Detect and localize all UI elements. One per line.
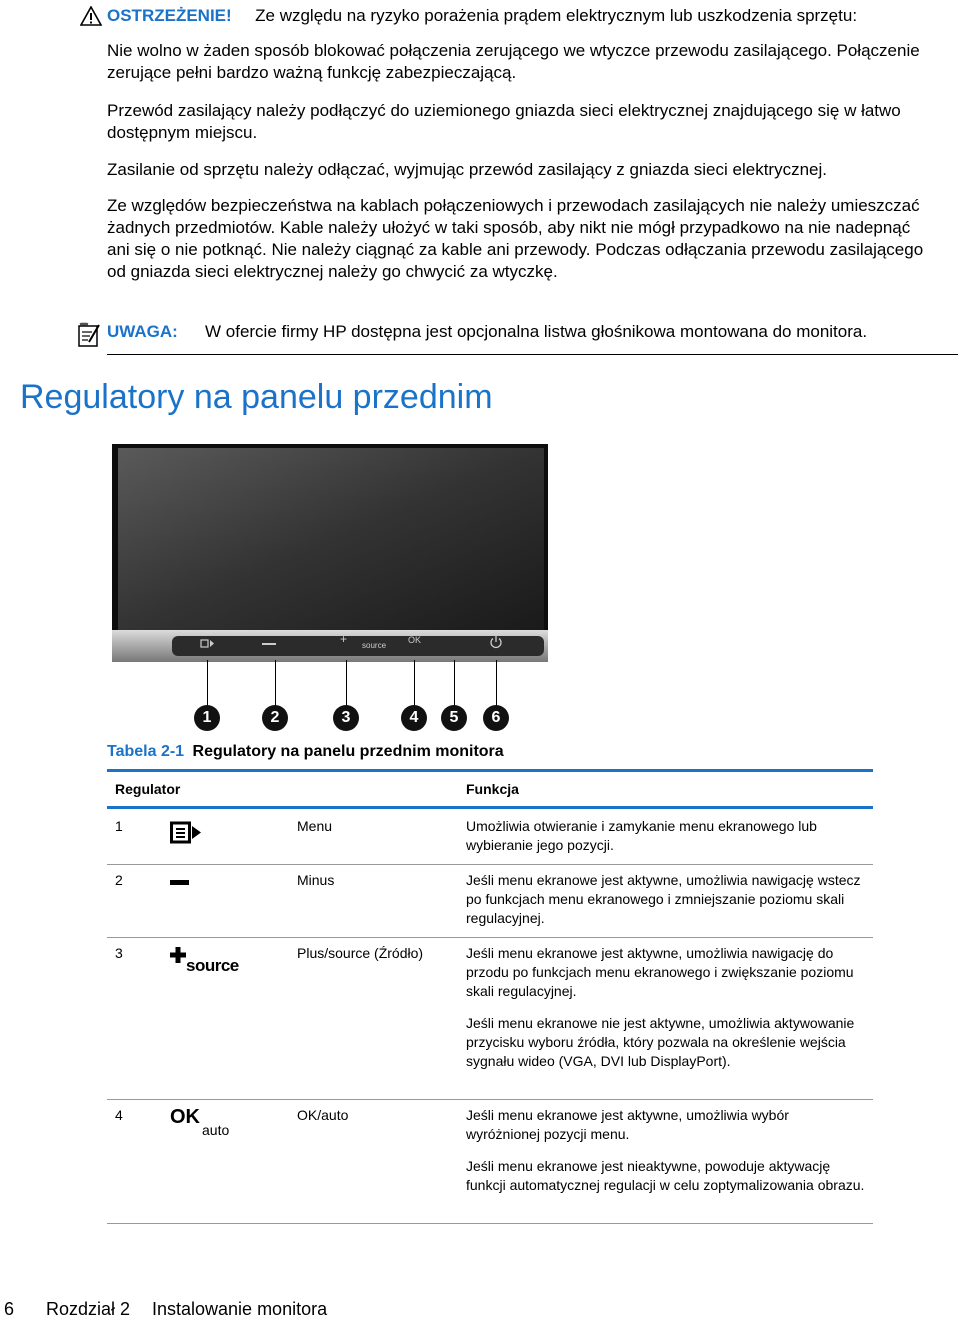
warning-paragraph-4: Ze względów bezpieczeństwa na kablach połączeniowych i przewodach zasilających nie należy umieszczać żadnych przedmiotów. Kable należy ułożyć w taki sposób, aby nikt nie mógł przypadkowo na nie nadepnąć ani się o nie potknąć. Nie należy ciągnąć za kable ani przewody. Podczas odłączania przewodu zasilającego od gniazda sieci elektrycznej należy go chwycić za wtyczkę.: [107, 196, 924, 281]
note-icon: [77, 322, 103, 348]
table-row-2-func: Jeśli menu ekranowe jest aktywne, umożliwia nawigację wstecz po funkcjach menu ekranowego i zmniejszanie poziomu skali regulacyjnej.: [466, 872, 861, 926]
table-row-4-num: 4: [115, 1107, 123, 1123]
note-text: W ofercie firmy HP dostępna jest opcjonalna listwa głośnikowa montowana do monitora.: [205, 322, 868, 341]
table-row-2-divider: [107, 937, 873, 938]
table-row-1-func: Umożliwia otwieranie i zamykanie menu ekranowego lub wybieranie jego pozycji.: [466, 818, 817, 853]
table-row-3-func-2: Jeśli menu ekranowe nie jest aktywne, umożliwia aktywowanie przycisku wyboru źródła, który pozwala na określenie wejścia sygnału wideo (VGA, DVI lub DisplayPort).: [466, 1015, 855, 1069]
bezel-plus-button: +: [340, 632, 348, 646]
bezel-source-label: source: [362, 641, 387, 650]
minus-icon: [170, 880, 189, 885]
table-row-1-num: 1: [115, 818, 123, 834]
table-caption: [107, 743, 504, 761]
callout-line-5: [454, 660, 455, 706]
ok-auto-icon: [170, 1106, 240, 1140]
table-row-2-num: 2: [115, 872, 123, 888]
warning-paragraph-1: Nie wolno w żaden sposób blokować połączenia zerującego we wtyczce przewodu zasilającego. Połączenie zerujące pełni bardzo ważną funkcję zabezpieczającą.: [107, 41, 920, 82]
page-number: 6: [4, 1299, 15, 1319]
menu-icon: [170, 820, 202, 846]
table-caption-label: Tabela 2-1: [107, 743, 185, 760]
table-row-1-divider: [107, 864, 873, 865]
section-title: Regulatory na panelu przednim: [20, 378, 493, 416]
bezel-power-icon: [489, 635, 503, 649]
note-line: [107, 322, 178, 342]
callout-line-2: [275, 660, 276, 706]
ok-auto-icon-auto: auto: [202, 1122, 230, 1138]
callout-2: 2: [262, 705, 288, 731]
callout-4: 4: [401, 705, 427, 731]
warning-intro: Ze względu na ryzyko porażenia prądem elektrycznym lub uszkodzenia sprzętu:: [255, 6, 858, 25]
warning-header: [107, 6, 857, 26]
callout-line-3: [346, 660, 347, 706]
table-caption-text: Regulatory na panelu przednim monitora: [192, 743, 504, 760]
footer-chapter: Rozdział 2: [46, 1299, 131, 1319]
monitor-front-figure: [110, 440, 550, 740]
callout-1: 1: [194, 705, 220, 731]
warning-icon: [80, 6, 102, 26]
table-bottom-rule: [107, 1223, 873, 1224]
footer-chapter-title: Instalowanie monitora: [152, 1299, 328, 1319]
table-row-1-name: Menu: [297, 818, 333, 834]
callout-line-4: [414, 660, 415, 706]
table-header-funkcja: Funkcja: [466, 781, 519, 797]
bezel-menu-button: [192, 637, 222, 651]
table-row-3-num: 3: [115, 945, 123, 961]
table-row-3-name: Plus/source (Źródło): [297, 945, 424, 961]
bezel-minus-button: [262, 643, 276, 645]
note-label: UWAGA:: [107, 322, 178, 341]
table-row-2-name: Minus: [297, 872, 335, 888]
warning-paragraph-2: Przewód zasilający należy podłączyć do uziemionego gniazda sieci elektrycznej znajdującego się w łatwo dostępnym miejscu.: [107, 101, 901, 142]
table-row-4-name: OK/auto: [297, 1107, 349, 1123]
table-header-rule: [107, 806, 873, 809]
table-header-regulator: Regulator: [115, 781, 181, 797]
callout-line-1: [207, 660, 208, 706]
table-row-4-func-2: Jeśli menu ekranowe jest nieaktywne, powoduje aktywację funkcji automatycznej regulacji w celu zoptymalizowania obrazu.: [466, 1158, 865, 1193]
ok-auto-icon-ok: OK: [170, 1106, 200, 1128]
callout-line-6: [496, 660, 497, 706]
plus-source-icon: [168, 945, 242, 975]
table-row-4-func-1: Jeśli menu ekranowe jest aktywne, umożliwia wybór wyróżnionej pozycji menu.: [466, 1107, 789, 1142]
table-row-3-divider: [107, 1099, 873, 1100]
table-row-3-func-1: Jeśli menu ekranowe jest aktywne, umożliwia nawigację do przodu po funkcjach menu ekranowego i zwiększanie poziomu skali regulacyjnej.: [466, 945, 854, 999]
warning-label: OSTRZEŻENIE!: [107, 6, 232, 25]
callout-5: 5: [441, 705, 467, 731]
note-divider: [107, 354, 958, 355]
callout-6: 6: [483, 705, 509, 731]
bezel-ok-button: OK: [408, 635, 422, 645]
callout-3: 3: [333, 705, 359, 731]
warning-paragraph-3: Zasilanie od sprzętu należy odłączać, wyjmując przewód zasilający z gniazda sieci elektrycznej.: [107, 160, 827, 179]
plus-source-icon-text: source: [186, 956, 239, 975]
table-top-rule: [107, 769, 873, 772]
